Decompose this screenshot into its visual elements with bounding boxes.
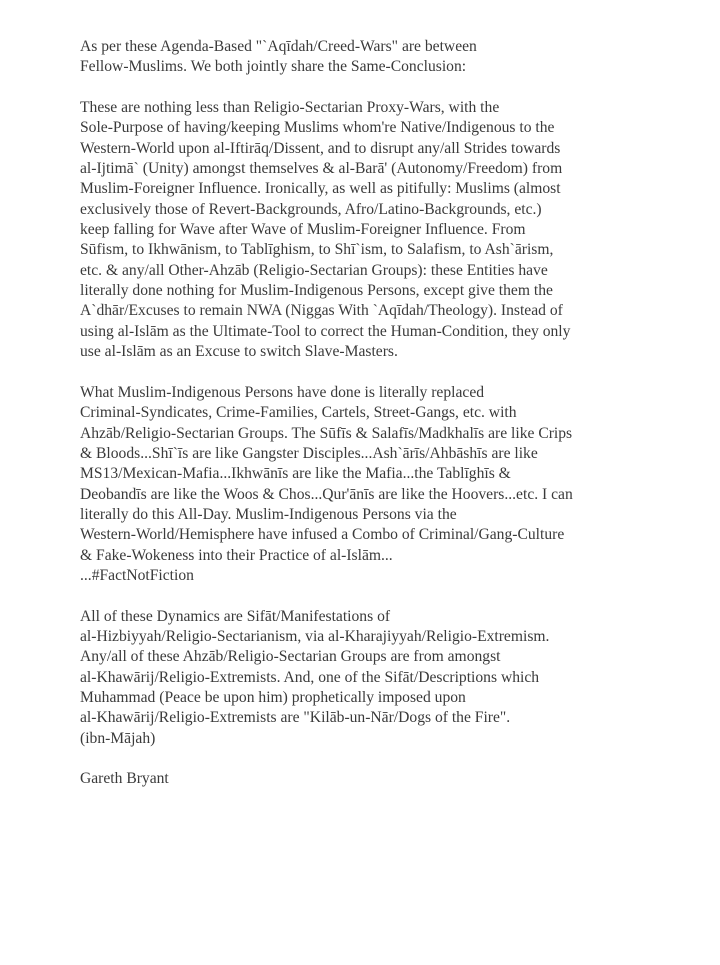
text-line: literally do this All-Day. Muslim-Indigenous Persons via the bbox=[80, 505, 457, 523]
text-line: & Fake-Wokeness into their Practice of al-Islām... bbox=[80, 546, 393, 564]
text-line: MS13/Mexican-Mafia...Ikhwānīs are like the Mafia...the Tablīghīs & bbox=[80, 465, 511, 483]
text-line: Muslim-Foreigner Influence. Ironically, as well as pitifully: Muslims (almost bbox=[80, 180, 561, 198]
text-line: literally done nothing for Muslim-Indigenous Persons, except give them the bbox=[80, 282, 553, 300]
text-line: al-Khawārij/Religio-Extremists. And, one of the Sifāt/Descriptions which bbox=[80, 668, 540, 686]
text-line: etc. & any/all Other-Ahzāb (Religio-Sectarian Groups): these Entities have bbox=[80, 261, 548, 279]
text-line: using al-Islām as the Ultimate-Tool to correct the Human-Condition, they only bbox=[80, 322, 571, 340]
paragraph-gang-comparison bbox=[80, 383, 680, 586]
text-line: al-Hizbiyyah/Religio-Sectarianism, via al-Kharajiyyah/Religio-Extremism. bbox=[80, 627, 550, 645]
text-line: Sūfism, to Ikhwānism, to Tablīghism, to Shīˋism, to Salafism, to Ashˋārism, bbox=[80, 241, 554, 259]
text-line: Western-World upon al-Iftirāq/Dissent, and to disrupt any/all Strides towards bbox=[80, 139, 561, 157]
text-line: use al-Islām as an Excuse to switch Slave-Masters. bbox=[80, 343, 398, 361]
text-line: Deobandīs are like the Woos & Chos...Qur'ānīs are like the Hoovers...etc. I can bbox=[80, 485, 573, 503]
citation-line: (ibn-Mājah) bbox=[80, 729, 156, 747]
paragraph-dynamics bbox=[80, 607, 680, 749]
signature bbox=[80, 769, 680, 789]
text-line: As per these Agenda-Based "ˋAqīdah/Creed-Wars" are between bbox=[80, 38, 477, 55]
author-name: Gareth Bryant bbox=[80, 770, 169, 788]
text-line: What Muslim-Indigenous Persons have done is literally replaced bbox=[80, 383, 485, 401]
text-line: Any/all of these Ahzāb/Religio-Sectarian Groups are from amongst bbox=[80, 648, 501, 666]
text-line: al-Ijtimāˋ (Unity) amongst themselves & al-Barā' (Autonomy/Freedom) from bbox=[80, 160, 563, 178]
text-line: Muhammad (Peace be upon him) prophetically imposed upon bbox=[80, 689, 466, 706]
document-page bbox=[80, 37, 680, 810]
text-line: Criminal-Syndicates, Crime-Families, Cartels, Street-Gangs, etc. with bbox=[80, 404, 517, 422]
text-line: Aˋdhār/Excuses to remain NWA (Niggas With ˋAqīdah/Theology). Instead of bbox=[80, 302, 563, 320]
text-line: Ahzāb/Religio-Sectarian Groups. The Sūfīs & Salafīs/Madkhalīs are like Crips bbox=[80, 424, 573, 442]
text-line: These are nothing less than Religio-Sectarian Proxy-Wars, with the bbox=[80, 99, 500, 117]
text-line: al-Khawārij/Religio-Extremists are "Kilāb-un-Nār/Dogs of the Fire". bbox=[80, 709, 511, 727]
paragraph-proxy-wars bbox=[80, 98, 680, 362]
paragraph-intro bbox=[80, 37, 680, 78]
text-line: exclusively those of Revert-Backgrounds, Afro/Latino-Backgrounds, etc.) bbox=[80, 200, 542, 218]
text-line: keep falling for Wave after Wave of Muslim-Foreigner Influence. From bbox=[80, 221, 526, 239]
text-line: & Bloods...Shīˋīs are like Gangster Disciples...Ashˋārīs/Ahbāshīs are like bbox=[80, 444, 538, 462]
text-line: Fellow-Muslims. We both jointly share the Same-Conclusion: bbox=[80, 58, 467, 76]
hashtag-line: ...#FactNotFiction bbox=[80, 566, 194, 584]
text-line: All of these Dynamics are Sifāt/Manifestations of bbox=[80, 607, 391, 625]
text-line: Sole-Purpose of having/keeping Muslims whom're Native/Indigenous to the bbox=[80, 119, 555, 137]
text-line: Western-World/Hemisphere have infused a Combo of Criminal/Gang-Culture bbox=[80, 526, 565, 544]
